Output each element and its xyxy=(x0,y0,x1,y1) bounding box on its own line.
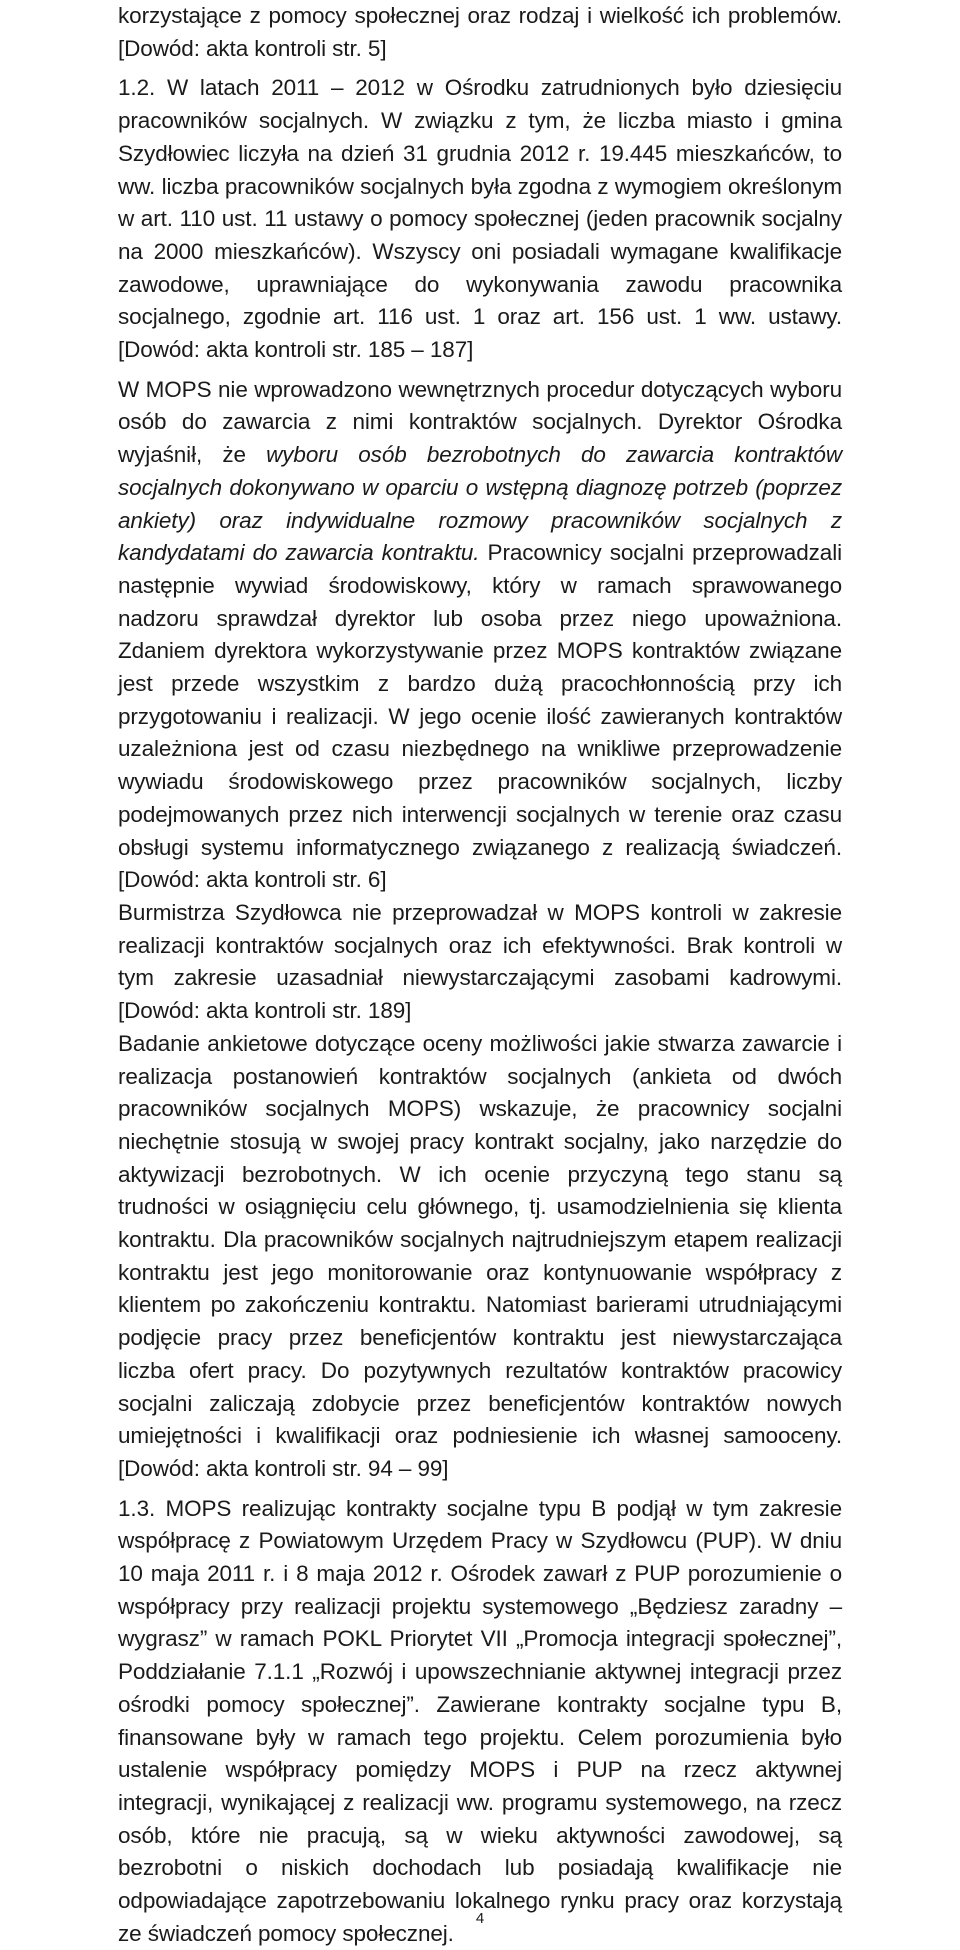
paragraph-3 xyxy=(118,374,842,897)
paragraph-text: W MOPS nie wprowadzono wewnętrznych procedur dotyczących wyboru osób do zawarcia z nimi kontraktów socjalnych. Dyrektor Ośrodka wyjaśnił, że xyxy=(118,376,842,468)
paragraph-text: 1.3. MOPS realizując kontrakty socjalne typu B podjął w tym zakresie współpracę z Powiatowym Urzędem Pracy w Szydłowcu (PUP). W dniu 10 maja 2011 r. i 8 maja 2012 r. Ośrodek zawarł z PUP porozumienie o współpracy przy realizacji projektu systemowego „Będziesz zaradny – wygrasz” w ramach POKL Priorytet VII „Promocja integracji społecznej”, Poddziałanie 7.1.1 „Rozwój i upowszechnianie aktywnej integracji przez ośrodki pomocy społecznej”. Zawierane kontrakty socjalne typu B, finansowane były w ramach tego projektu. Celem porozumienia było ustalenie współpracy pomiędzy MOPS i PUP na rzecz aktywnej integracji, wynikającej z realizacji ww. programu systemowego, na rzecz osób, które nie pracują, są w wieku aktywności zawodowej, są bezrobotni o niskich dochodach lub posiadają kwalifikacje nie odpowiadające zapotrzebowaniu lokalnego rynku pracy oraz korzystają ze świadczeń pomocy społecznej. xyxy=(118,1495,842,1946)
page-number: 4 xyxy=(475,1910,485,1927)
paragraph-text: Badanie ankietowe dotyczące oceny możliwości jakie stwarza zawarcie i realizacja postanowień kontraktów socjalnych (ankieta od dwóch pracowników socjalnych MOPS) wskazuje, że pracownicy socjalni niechętnie stosują w swojej pracy kontrakt socjalny, jako narzędzie do aktywizacji bezrobotnych. W ich ocenie przyczyną tego stanu są trudności w osiągnięciu celu głównego, tj. usamodzielnienia się klienta kontraktu. Dla pracowników socjalnych najtrudniejszym etapem realizacji kontraktu jest jego monitorowanie oraz kontynuowanie współpracy z klientem po zakończeniu kontraktu. Natomiast barierami utrudniającymi podjęcie pracy przez beneficjentów kontraktu jest niewystarczająca liczba ofert pracy. Do pozytywnych rezultatów kontraktów pracowicy socjalni zaliczają zdobycie przez beneficjentów kontraktów nowych umiejętności i kwalifikacji oraz podniesienie ich własnej samooceny. [Dowód: akta kontroli str. 94 – 99] xyxy=(118,1030,842,1481)
paragraph-text: korzystające z pomocy społecznej oraz rodzaj i wielkość ich problemów. [Dowód: akta kontroli str. 5] xyxy=(118,3,842,61)
document-body xyxy=(118,0,842,1950)
paragraph-text: Pracownicy socjalni przeprowadzali następnie wywiad środowiskowy, który w ramach sprawowanego nadzoru sprawdzał dyrektor lub osoba przez niego upoważniona. Zdaniem dyrektora wykorzystywanie przez MOPS kontraktów związane jest przede wszystkim z bardzo dużą pracochłonnością przy ich przygotowaniu i realizacji. W jego ocenie ilość zawieranych kontraktów uzależniona jest od czasu niezbędnego na wnikliwe przeprowadzenie wywiadu środowiskowego przez pracowników socjalnych, liczby podejmowanych przez nich interwencji socjalnych w terenie oraz czasu obsługi systemu informatycznego związanego z realizacją świadczeń. [Dowód: akta kontroli str. 6] xyxy=(118,540,842,893)
paragraph-text: Burmistrza Szydłowca nie przeprowadzał w MOPS kontroli w zakresie realizacji kontraktów socjalnych oraz ich efektywności. Brak kontroli w tym zakresie uzasadniał niewystarczającymi zasobami kadrowymi. [Dowód: akta kontroli str. 189] xyxy=(118,899,842,1024)
quoted-explanation-italic: wyboru osób bezrobotnych do zawarcia kontraktów socjalnych dokonywano w oparciu o wstępną diagnozę potrzeb (poprzez ankiety) oraz indywidualne rozmowy pracowników socjalnych z kandydatami do zawarcia kontraktu. xyxy=(118,442,842,566)
paragraph-2 xyxy=(118,72,842,366)
paragraph-6 xyxy=(118,1493,842,1950)
paragraph-text: 1.2. W latach 2011 – 2012 w Ośrodku zatrudnionych było dziesięciu pracowników socjalnych. W związku z tym, że liczba miasto i gmina Szydłowiec liczyła na dzień 31 grudnia 2012 r. 19.445 mieszkańców, to ww. liczba pracowników socjalnych była zgodna z wymogiem określonym w art. 110 ust. 11 ustawy o pomocy społecznej (jeden pracownik socjalny na 2000 mieszkańców). Wszyscy oni posiadali wymagane kwalifikacje zawodowe, uprawniające do wykonywania zawodu pracownika socjalnego, zgodnie art. 116 ust. 1 oraz art. 156 ust. 1 ww. ustawy. [Dowód: akta kontroli str. 185 – 187] xyxy=(118,75,842,363)
paragraph-5 xyxy=(118,1028,842,1486)
paragraph-1 xyxy=(118,0,842,65)
paragraph-4 xyxy=(118,897,842,1028)
